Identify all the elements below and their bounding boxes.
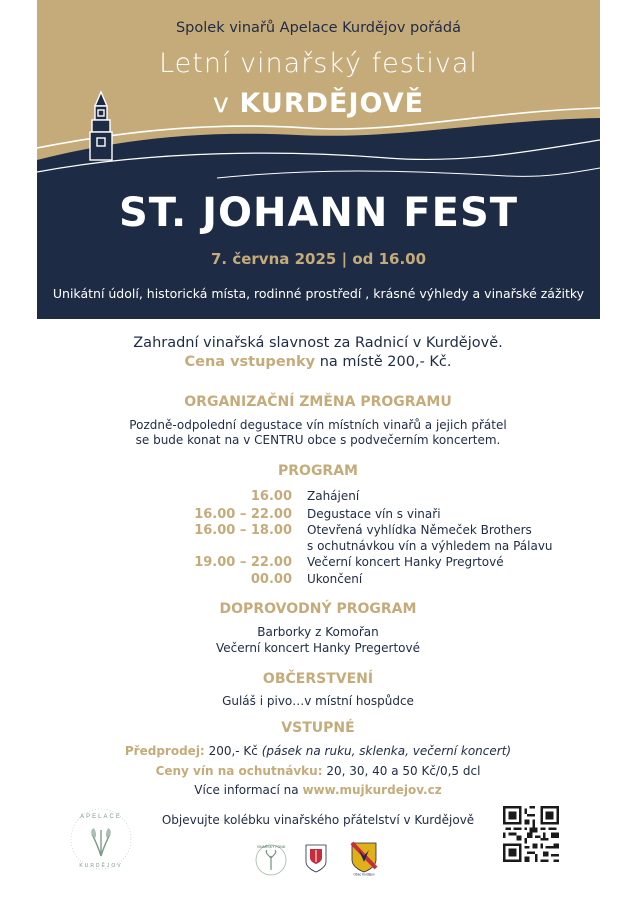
wine-fund-text: VINAŘSKÝ FOND: [256, 845, 286, 849]
ticket-line: [0, 354, 636, 370]
refreshments-line: Guláš i pivo…v místní hospůdce: [222, 694, 414, 708]
info-url-link[interactable]: www.mujkurdejov.cz: [302, 783, 442, 797]
footer-slogan: Objevujte kolébku vinařského přátelství v Kurdějově: [161, 813, 475, 827]
festival-title: Letní vinařský festival: [159, 48, 478, 79]
admission-heading: VSTUPNÉ: [281, 720, 355, 736]
event-title: ST. JOHANN FEST: [118, 190, 519, 236]
apelace-logo-top-text: APELACE: [80, 814, 122, 820]
organizer-text: Spolek vinařů Apelace Kurdějov pořádá: [175, 20, 462, 36]
program-time: 19.00 – 22.00: [194, 555, 292, 570]
event-date: [37, 250, 600, 268]
village-title: [37, 88, 600, 119]
presale-label: Předprodej:: [124, 744, 205, 758]
wine-price-label: Ceny vín na ochutnávku:: [155, 764, 323, 778]
change-line-2: se bude konat na v CENTRU obce s podvečerním koncertem.: [135, 433, 501, 447]
village-prefix: v: [212, 88, 230, 119]
change-line-1: Pozdně-odpolední degustace vín místních vinařů a jejich přátel: [129, 418, 507, 432]
change-heading: ORGANIZAČNÍ ZMĚNA PROGRAMU: [184, 394, 452, 410]
event-tagline: Unikátní údolí, historická místa, rodinné prostředí , krásné výhledy a vinařské zážitky: [52, 286, 585, 301]
wine-price-value: 20, 30, 40 a 50 Kč/0,5 dcl: [326, 764, 481, 778]
program-time: 00.00: [250, 572, 292, 587]
kurdejov-coat-of-arms-text: Obec Kurdějov: [353, 872, 375, 876]
kurdejov-coat-of-arms-icon: [349, 840, 379, 876]
intro-line: Zahradní vinařská slavnost za Radnicí v Kurdějově.: [133, 335, 503, 351]
side-program-line-2: Večerní koncert Hanky Pregertové: [216, 641, 420, 655]
program-activity-detail: s ochutnávkou vín a výhledem na Pálavu: [307, 539, 553, 553]
program-time: 16.00 – 22.00: [194, 507, 292, 522]
qr-code-icon[interactable]: [503, 806, 559, 862]
apelace-logo-bottom-text: KURDĚJOV: [79, 863, 123, 869]
wine-fund-logo: [253, 842, 289, 878]
program-activity: Degustace vín s vinaři: [307, 507, 441, 521]
ticket-price: na místě 200,- Kč.: [319, 354, 452, 370]
event-date-separator: |: [341, 250, 348, 268]
village-name: KURDĚJOVĚ: [239, 88, 425, 119]
event-time: od 16.00: [352, 250, 427, 268]
program-time: 16.00 – 18.00: [194, 523, 292, 538]
info-label: Více informací na: [194, 783, 299, 797]
program-activity: Večerní koncert Hanky Pregrtové: [307, 555, 504, 569]
program-activity: Otevřená vyhlídka Němeček Brothers: [307, 523, 532, 537]
presale-line: [0, 744, 636, 759]
program-time: 16.00: [250, 489, 292, 504]
program-heading: PROGRAM: [278, 463, 358, 479]
apelace-logo: [62, 800, 140, 878]
info-line: [0, 783, 636, 798]
refreshments-heading: OBČERSTVENÍ: [262, 671, 374, 687]
header-banner: [37, 0, 600, 319]
side-program-heading: DOPROVODNÝ PROGRAM: [219, 601, 417, 617]
presale-value: 200,- Kč: [208, 744, 258, 758]
event-day: 7. června: [210, 250, 290, 268]
presale-note: (pásek na ruku, sklenka, večerní koncert): [261, 744, 512, 758]
program-activity: Zahájení: [307, 489, 360, 503]
program-activity: Ukončení: [307, 572, 363, 586]
wines-of-moravia-logo: [302, 842, 330, 876]
event-year: 2025: [294, 250, 337, 268]
side-program-line-1: Barborky z Komořan: [257, 625, 379, 639]
ticket-label: Cena vstupenky: [184, 354, 316, 370]
wine-price-line: [0, 764, 636, 779]
